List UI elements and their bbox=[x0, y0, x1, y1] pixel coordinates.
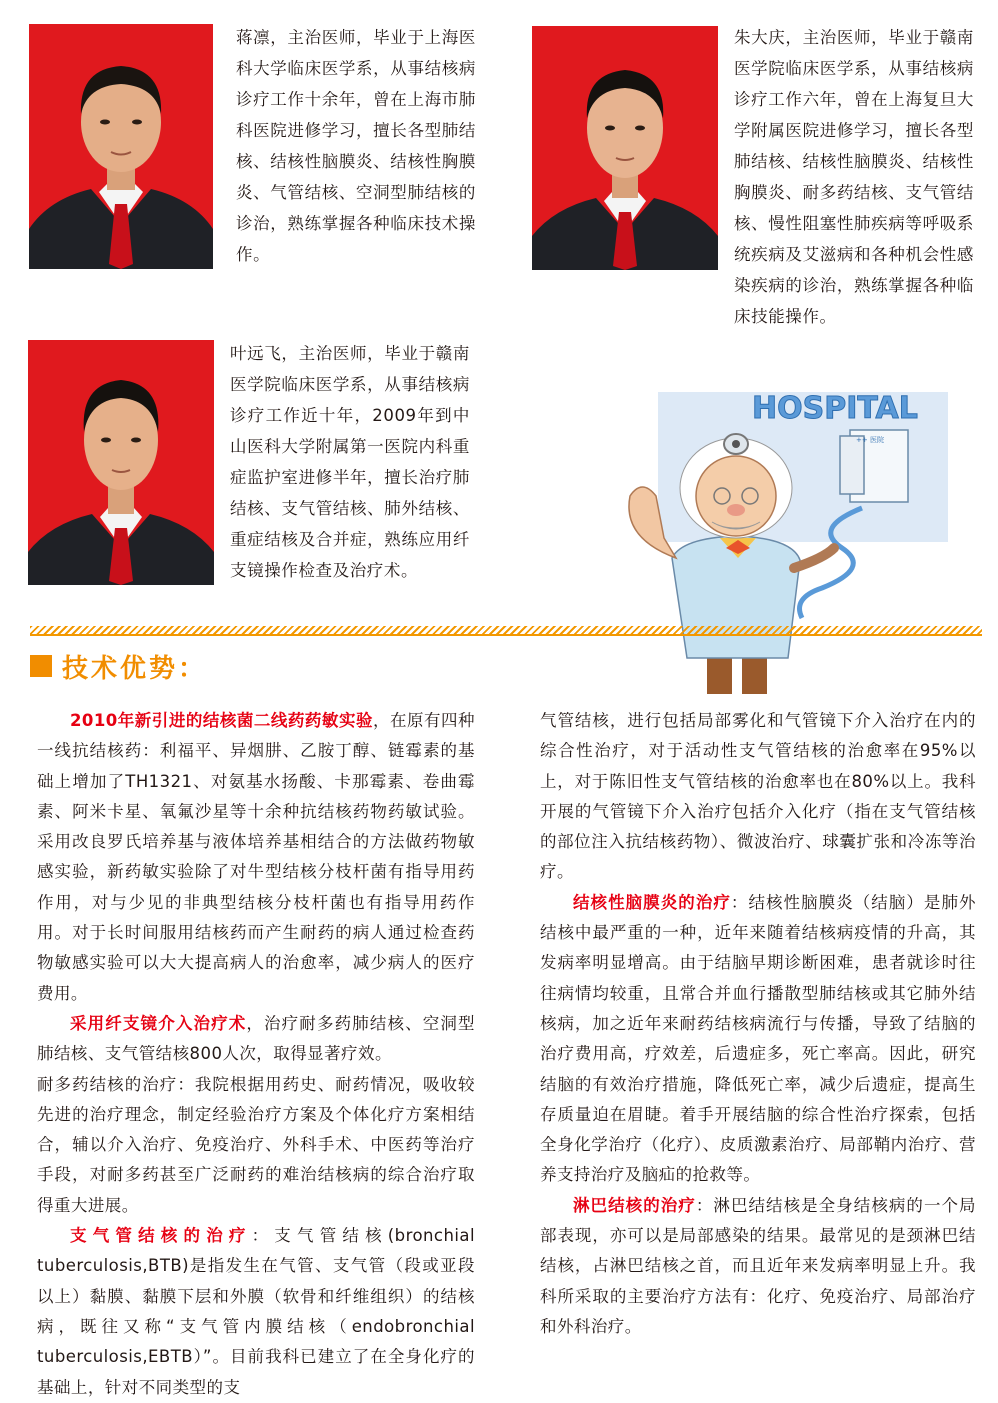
portrait-image bbox=[29, 24, 213, 269]
section-marker-icon bbox=[30, 655, 52, 677]
paragraph-btb-continued: 气管结核，进行包括局部雾化和气管镜下介入治疗在内的综合性治疗，对于活动性支气管结核的治愈率在95%以上，对于陈旧性支气管结核的治愈率也在80%以上。我科开展的气管镜下介入治疗包括介入化疗（指在支气管结核的部位注入抗结核药物）、微波治疗、球囊扩张和冷冻等治疗。 bbox=[540, 711, 976, 882]
section-title: 技术优势： bbox=[62, 653, 208, 684]
highlight-tbm: 结核性脑膜炎的治疗 bbox=[573, 892, 731, 912]
doctor-photo-3 bbox=[28, 340, 214, 585]
paragraph-bronchoscopy bbox=[37, 1009, 475, 1070]
doctor-bio-3: 叶远飞，主治医师，毕业于赣南医学院临床医学系，从事结核病诊疗工作近十年，2009年到中山医科大学附属第一医院内科重症监护室进修半年，擅长治疗肺结核、支气管结核、肺外结核、重症结核及合并症，熟练应用纤支镜操作检查及治疗术。 bbox=[230, 344, 470, 580]
right-column bbox=[540, 706, 976, 1342]
paragraph-lymph bbox=[540, 1191, 976, 1342]
doctor-photo-1 bbox=[29, 24, 213, 269]
paragraph-text: ，治疗耐多药肺结核、空洞型肺结核、支气管结核800人次，取得显著疗效。 bbox=[37, 1013, 475, 1064]
highlight-bronchoscopy: 采用纤支镜介入治疗术 bbox=[70, 1013, 247, 1033]
highlight-drug-sensitivity: 2010年新引进的结核菌二线药药敏实验 bbox=[70, 711, 373, 730]
paragraph-text: ：淋巴结结核是全身结核病的一个局部表现，亦可以是局部感染的结果。最常见的是颈淋巴结结核，占淋巴结核之首，而且近年来发病率明显上升。我科所采取的主要治疗方法有：化疗、免疫治疗、局部治疗和外科治疗。 bbox=[540, 1195, 977, 1336]
paragraph-btb bbox=[37, 1221, 475, 1403]
paragraph-text: ：结核性脑膜炎（结脑）是肺外结核中最严重的一种，近年来随着结核病疫情的升高，其发病率明显增高。由于结脑早期诊断困难，患者就诊时往往病情均较重，且常合并血行播散型肺结核或其它肺外结核病，加之近年来耐药结核病流行与传播，导致了结脑的治疗费用高，疗效差，后遗症多，死亡率高。因此，研究结脑的有效治疗措施，降低死亡率，减少后遗症，提高生存质量迫在眉睫。着手开展结脑的综合性治疗探索，包括全身化学治疗（化疗）、皮质激素治疗、局部鞘内治疗、营养支持治疗及脑疝的抢救等。 bbox=[540, 892, 976, 1185]
doctor-bio-2: 朱大庆，主治医师，毕业于赣南医学院临床医学系，从事结核病诊疗工作六年，曾在上海复旦大学附属医院进修学习，擅长各型肺结核、结核性脑膜炎、结核性胸膜炎、耐多药结核、支气管结核、慢性阻塞性肺疾病等呼吸系统疾病及艾滋病和各种机会性感染疾病的诊治，熟练掌握各种临床技能操作。 bbox=[734, 28, 974, 326]
section-divider bbox=[30, 626, 982, 636]
highlight-btb: 支气管结核的治疗 bbox=[70, 1226, 252, 1246]
paragraph-text: ，在原有四种一线抗结核药：利福平、异烟肼、乙胺丁醇、链霉素的基础上增加了TH1321、对氨基水扬酸、卡那霉素、卷曲霉素、阿米卡星、氧氟沙星等十余种抗结核药物药敏试验。采用改良罗氏培养基与液体培养基相结合的方法做药物敏感实验，新药敏实验除了对牛型结核分枝杆菌有指导用药作用，对与少见的非典型结核分枝杆菌也有指导用药作用。对于长时间服用结核药而产生耐药的病人通过检查药物敏感实验可以大大提高病人的治愈率，减少病人的医疗费用。 bbox=[37, 711, 475, 1003]
portrait-image bbox=[532, 26, 718, 270]
paragraph-tbm bbox=[540, 888, 976, 1191]
hospital-sign-text: HOSPITAL bbox=[752, 391, 918, 426]
paragraph-text: ：支气管结核(bronchial tuberculosis,BTB)是指发生在气管、支气管（段或亚段以上）黏膜、黏膜下层和外膜（软骨和纤维组织）的结核病，既往又称“支气管内膜结核（endobronchial tuberculosis,EBTB）”。目前我科已建立了在全身化疗的基础上，针对不同类型的支 bbox=[37, 1226, 475, 1397]
building-label: ++ 医院 bbox=[856, 436, 884, 444]
doctor-bio-1: 蒋凛，主治医师，毕业于上海医科大学临床医学系，从事结核病诊疗工作十余年，曾在上海市肺科医院进修学习，擅长各型肺结核、结核性脑膜炎、结核性胸膜炎、气管结核、空洞型肺结核的诊治，熟练掌握各种临床技术操作。 bbox=[236, 28, 476, 264]
hospital-illustration bbox=[612, 378, 950, 694]
highlight-lymph: 淋巴结核的治疗 bbox=[573, 1195, 696, 1215]
paragraph-drug-sensitivity bbox=[37, 706, 475, 1009]
doctor-photo-2 bbox=[532, 26, 718, 270]
section-header bbox=[30, 650, 207, 682]
portrait-image bbox=[28, 340, 214, 585]
paragraph-mdr-treatment: 耐多药结核的治疗：我院根据用药史、耐药情况，吸收较先进的治疗理念，制定经验治疗方案及个体化疗方案相结合，辅以介入治疗、免疫治疗、外科手术、中医药等治疗手段，对耐多药甚至广泛耐药的难治结核病的综合治疗取得重大进展。 bbox=[37, 1074, 475, 1215]
left-column bbox=[37, 706, 475, 1403]
